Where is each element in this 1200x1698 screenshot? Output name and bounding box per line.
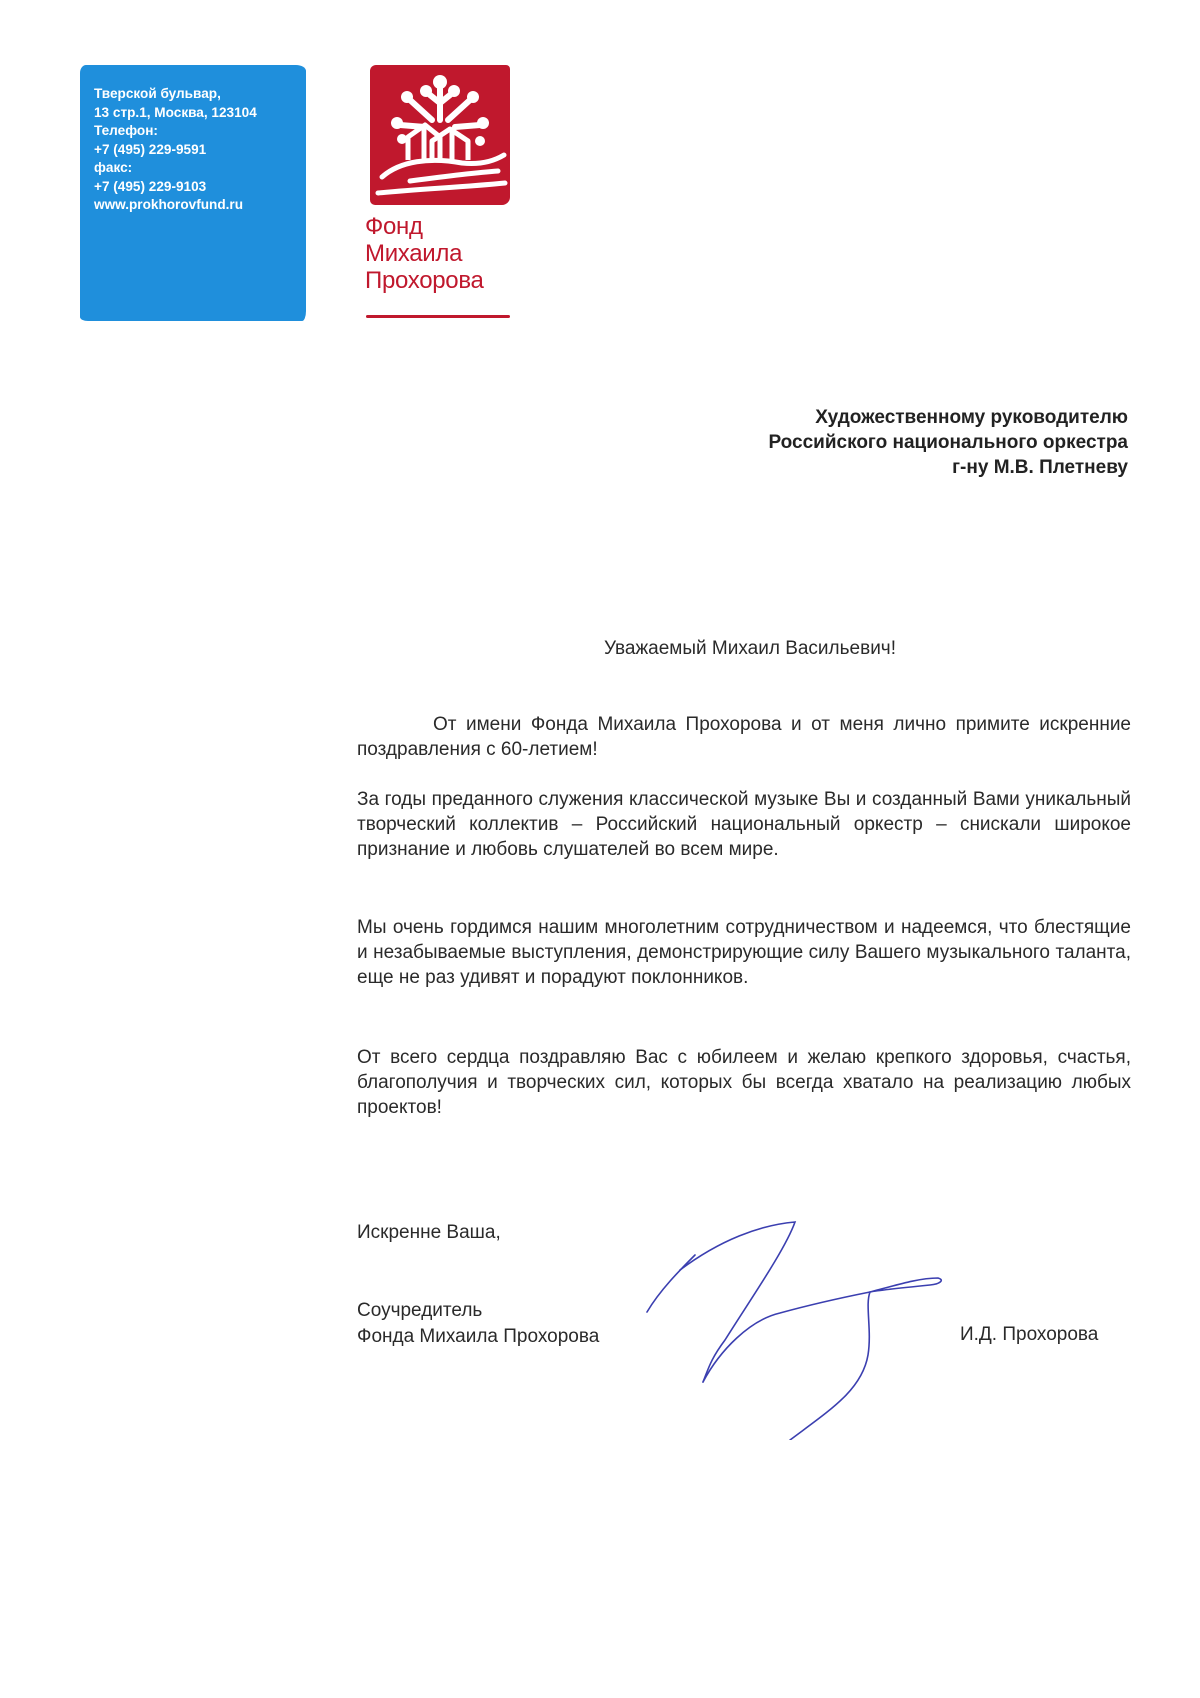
foundation-logo	[370, 65, 510, 205]
fax-label: факс:	[94, 160, 133, 175]
signer-title-line-1: Соучредитель	[357, 1300, 483, 1321]
phone-label: Телефон:	[94, 123, 158, 138]
signature-stroke-4	[790, 1292, 870, 1440]
body-paragraph-3: Мы очень гордимся нашим многолетним сотрудничеством и надеемся, что блестящие и незабываемые выступления, демонстрирующие силу Вашего музыкального таланта, еще не раз удивят и порадуют поклонников.	[357, 917, 1131, 988]
foundation-name-line-2: Михаила	[365, 240, 463, 267]
signer-title-line-2: Фонда Михаила Прохорова	[357, 1326, 600, 1347]
contact-text	[94, 85, 257, 215]
signature-stroke-3	[703, 1278, 941, 1382]
recipient-line-1: Художественному руководителю	[815, 407, 1128, 428]
foundation-name-line-1: Фонд	[365, 213, 423, 240]
body-paragraph-2: За годы преданного служения классической музыке Вы и созданный Вами уникальный творческий коллектив – Российский национальный оркестр – снискали широкое признание и любовь слушателей во всем мире.	[357, 789, 1131, 860]
foundation-name	[365, 213, 484, 294]
snowflake-house-hand-icon	[370, 65, 510, 205]
logo-underline-divider	[366, 315, 510, 318]
fax-number: +7 (495) 229-9103	[94, 178, 207, 194]
website-link[interactable]: www.prokhorovfund.ru	[94, 197, 244, 212]
address-line-1: Тверской бульвар,	[94, 86, 221, 101]
contact-info-block	[80, 65, 306, 321]
body-paragraph-4: От всего сердца поздравляю Вас с юбилеем и желаю крепкого здоровья, счастья, благополучия и творческих сил, которых бы всегда хватало на реализацию любых проектов!	[357, 1047, 1131, 1118]
phone-number: +7 (495) 229-9591	[94, 141, 207, 157]
address-line-2: 13 стр.1, Москва, 123104	[94, 104, 257, 120]
recipient-address	[768, 405, 1128, 480]
letter-greeting: Уважаемый Михаил Васильевич!	[604, 638, 896, 659]
recipient-line-2: Российского национального оркестра	[768, 432, 1128, 453]
signer-title	[357, 1298, 599, 1350]
letter-closing: Искренне Ваша,	[357, 1222, 501, 1243]
signer-name: И.Д. Прохорова	[960, 1324, 1099, 1345]
recipient-line-3: г-ну М.В. Плетневу	[952, 457, 1128, 478]
handwritten-signature	[640, 1210, 980, 1440]
signature-stroke-2	[680, 1222, 795, 1382]
body-paragraph-1: От имени Фонда Михаила Прохорова и от меня лично примите искренние поздравления с 60-летием!	[357, 714, 1131, 760]
foundation-name-line-3: Прохорова	[365, 267, 484, 294]
